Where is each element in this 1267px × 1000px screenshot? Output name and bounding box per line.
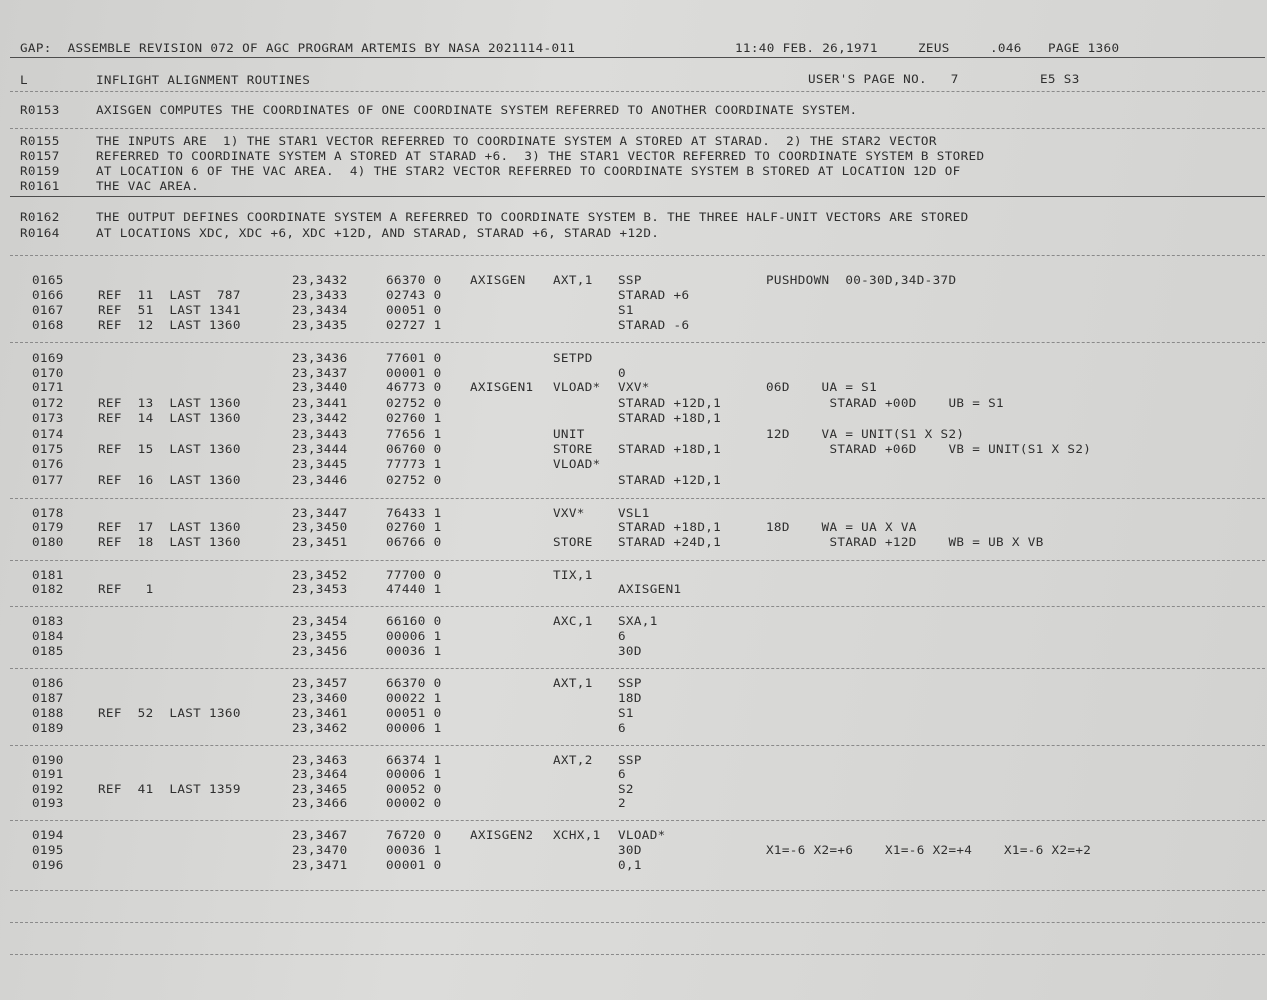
listing-n: 0187 xyxy=(32,691,64,705)
listing-word: 06766 0 xyxy=(386,535,442,549)
listing-operand: SSP xyxy=(618,753,642,767)
divider xyxy=(10,922,1265,923)
listing-op: VXV* xyxy=(553,506,585,520)
comment-id: R0161 xyxy=(20,179,60,193)
listing-operand: 6 xyxy=(618,721,626,735)
listing-operand: STARAD +18D,1 xyxy=(618,411,722,425)
listing-addr: 23,3455 xyxy=(292,629,348,643)
listing-addr: 23,3462 xyxy=(292,721,348,735)
listing-operand: 30D xyxy=(618,644,642,658)
listing-word: 02760 1 xyxy=(386,411,442,425)
listing-n: 0190 xyxy=(32,753,64,767)
listing-word: 00051 0 xyxy=(386,706,442,720)
listing-ref: REF 16 LAST 1360 xyxy=(98,473,241,487)
divider xyxy=(10,954,1265,955)
comment-text: THE OUTPUT DEFINES COORDINATE SYSTEM A REFERRED TO COORDINATE SYSTEM B. THE THREE HALF-UNIT VECTORS ARE STORED xyxy=(96,210,969,224)
listing-ref: REF 13 LAST 1360 xyxy=(98,396,241,410)
listing-op: STORE xyxy=(553,442,593,456)
listing-n: 0180 xyxy=(32,535,64,549)
listing-addr: 23,3463 xyxy=(292,753,348,767)
listing-word: 00006 1 xyxy=(386,629,442,643)
listing-op: SETPD xyxy=(553,351,593,365)
listing-word: 00036 1 xyxy=(386,644,442,658)
listing-operand: 0,1 xyxy=(618,858,642,872)
listing-ref: REF 11 LAST 787 xyxy=(98,288,241,302)
listing-n: 0165 xyxy=(32,273,64,287)
listing-addr: 23,3471 xyxy=(292,858,348,872)
listing-operand: STARAD -6 xyxy=(618,318,690,332)
listing-op: STORE xyxy=(553,535,593,549)
listing-operand: STARAD +24D,1 xyxy=(618,535,722,549)
listing-n: 0177 xyxy=(32,473,64,487)
listing-word: 00006 1 xyxy=(386,721,442,735)
system-name: ZEUS xyxy=(918,41,950,55)
listing-word: 77601 0 xyxy=(386,351,442,365)
listing-op: VLOAD* xyxy=(553,457,601,471)
listing-comment: 06D UA = S1 xyxy=(766,380,878,394)
listing-n: 0188 xyxy=(32,706,64,720)
divider xyxy=(10,668,1265,669)
listing-ref: REF 14 LAST 1360 xyxy=(98,411,241,425)
listing-op: TIX,1 xyxy=(553,568,593,582)
listing-word: 00002 0 xyxy=(386,796,442,810)
listing-n: 0170 xyxy=(32,366,64,380)
users-page-number: USER'S PAGE NO. 7 xyxy=(808,72,959,86)
listing-word: 76433 1 xyxy=(386,506,442,520)
listing-comment: 18D WA = UA X VA xyxy=(766,520,917,534)
comment-id: R0153 xyxy=(20,103,60,117)
listing-n: 0194 xyxy=(32,828,64,842)
listing-word: 02727 1 xyxy=(386,318,442,332)
comment-id: R0162 xyxy=(20,210,60,224)
divider xyxy=(10,498,1265,499)
divider xyxy=(10,560,1265,561)
divider xyxy=(10,890,1265,891)
listing-n: 0175 xyxy=(32,442,64,456)
comment-text: AXISGEN COMPUTES THE COORDINATES OF ONE COORDINATE SYSTEM REFERRED TO ANOTHER COORDINATE SYSTEM. xyxy=(96,103,858,117)
listing-addr: 23,3442 xyxy=(292,411,348,425)
listing-operand: VSL1 xyxy=(618,506,650,520)
listing-comment: PUSHDOWN 00-30D,34D-37D xyxy=(766,273,957,287)
comment-text: REFERRED TO COORDINATE SYSTEM A STORED AT STARAD +6. 3) THE STAR1 VECTOR REFERRED TO COORDINATE SYSTEM B STORED xyxy=(96,149,985,163)
comment-text: THE VAC AREA. xyxy=(96,179,200,193)
listing-n: 0181 xyxy=(32,568,64,582)
listing-addr: 23,3454 xyxy=(292,614,348,628)
listing-ref: REF 15 LAST 1360 xyxy=(98,442,241,456)
listing-operand: 30D xyxy=(618,843,642,857)
listing-op: AXC,1 xyxy=(553,614,593,628)
divider xyxy=(10,820,1265,821)
listing-word: 02752 0 xyxy=(386,396,442,410)
listing-n: 0179 xyxy=(32,520,64,534)
listing-op: VLOAD* xyxy=(553,380,601,394)
listing-operand: STARAD +18D,1 xyxy=(618,520,722,534)
listing-addr: 23,3464 xyxy=(292,767,348,781)
page-number: PAGE 1360 xyxy=(1048,41,1120,55)
listing-word: 00022 1 xyxy=(386,691,442,705)
listing-addr: 23,3457 xyxy=(292,676,348,690)
listing-ref: REF 1 xyxy=(98,582,154,596)
listing-addr: 23,3456 xyxy=(292,644,348,658)
divider xyxy=(10,128,1265,129)
listing-word: 46773 0 xyxy=(386,380,442,394)
listing-n: 0174 xyxy=(32,427,64,441)
listing-word: 02760 1 xyxy=(386,520,442,534)
divider xyxy=(10,196,1265,197)
listing-label: AXISGEN1 xyxy=(470,380,534,394)
listing-label: AXISGEN xyxy=(470,273,526,287)
listing-operand: STARAD +12D,1 xyxy=(618,473,722,487)
listing-addr: 23,3460 xyxy=(292,691,348,705)
listing-operand: S1 xyxy=(618,303,634,317)
listing-n: 0189 xyxy=(32,721,64,735)
comment-id: R0164 xyxy=(20,226,60,240)
section-title: INFLIGHT ALIGNMENT ROUTINES xyxy=(96,73,311,87)
listing-addr: 23,3445 xyxy=(292,457,348,471)
listing-word: 00001 0 xyxy=(386,366,442,380)
listing-word: 77656 1 xyxy=(386,427,442,441)
listing-comment: STARAD +06D VB = UNIT(S1 X S2) xyxy=(766,442,1092,456)
listing-addr: 23,3451 xyxy=(292,535,348,549)
listing-word: 00001 0 xyxy=(386,858,442,872)
listing-n: 0182 xyxy=(32,582,64,596)
listing-n: 0192 xyxy=(32,782,64,796)
listing-label: AXISGEN2 xyxy=(470,828,534,842)
listing-word: 77773 1 xyxy=(386,457,442,471)
log-letter: L xyxy=(20,73,28,87)
listing-word: 06760 0 xyxy=(386,442,442,456)
listing-addr: 23,3446 xyxy=(292,473,348,487)
divider xyxy=(10,255,1265,256)
listing-operand: STARAD +6 xyxy=(618,288,690,302)
comment-id: R0155 xyxy=(20,134,60,148)
listing-n: 0176 xyxy=(32,457,64,471)
divider xyxy=(10,91,1265,92)
listing-addr: 23,3441 xyxy=(292,396,348,410)
listing-n: 0184 xyxy=(32,629,64,643)
listing-addr: 23,3467 xyxy=(292,828,348,842)
listing-operand: 18D xyxy=(618,691,642,705)
listing-addr: 23,3434 xyxy=(292,303,348,317)
listing-n: 0173 xyxy=(32,411,64,425)
listing-ref: REF 52 LAST 1360 xyxy=(98,706,241,720)
listing-operand: STARAD +12D,1 xyxy=(618,396,722,410)
listing-operand: SXA,1 xyxy=(618,614,658,628)
listing-word: 66370 0 xyxy=(386,273,442,287)
listing-ref: REF 41 LAST 1359 xyxy=(98,782,241,796)
listing-word: 66370 0 xyxy=(386,676,442,690)
listing-addr: 23,3452 xyxy=(292,568,348,582)
listing-addr: 23,3450 xyxy=(292,520,348,534)
listing-word: 02752 0 xyxy=(386,473,442,487)
listing-op: XCHX,1 xyxy=(553,828,601,842)
listing-op: UNIT xyxy=(553,427,585,441)
listing-word: 47440 1 xyxy=(386,582,442,596)
listing-word: 66160 0 xyxy=(386,614,442,628)
listing-comment: STARAD +00D UB = S1 xyxy=(766,396,1004,410)
listing-addr: 23,3466 xyxy=(292,796,348,810)
listing-operand: VLOAD* xyxy=(618,828,666,842)
listing-operand: 0 xyxy=(618,366,626,380)
listing-addr: 23,3443 xyxy=(292,427,348,441)
listing-comment: X1=-6 X2=+6 X1=-6 X2=+4 X1=-6 X2=+2 xyxy=(766,843,1092,857)
listing-addr: 23,3470 xyxy=(292,843,348,857)
listing-operand: 6 xyxy=(618,629,626,643)
comment-id: R0157 xyxy=(20,149,60,163)
listing-word: 00051 0 xyxy=(386,303,442,317)
listing-ref: REF 18 LAST 1360 xyxy=(98,535,241,549)
comment-text: THE INPUTS ARE 1) THE STAR1 VECTOR REFERRED TO COORDINATE SYSTEM A STORED AT STARAD. 2) THE STAR2 VECTOR xyxy=(96,134,937,148)
listing-addr: 23,3465 xyxy=(292,782,348,796)
listing-n: 0183 xyxy=(32,614,64,628)
listing-operand: VXV* xyxy=(618,380,650,394)
listing-addr: 23,3436 xyxy=(292,351,348,365)
comment-text: AT LOCATIONS XDC, XDC +6, XDC +12D, AND STARAD, STARAD +6, STARAD +12D. xyxy=(96,226,660,240)
listing-n: 0196 xyxy=(32,858,64,872)
listing-n: 0193 xyxy=(32,796,64,810)
listing-operand: S2 xyxy=(618,782,634,796)
listing-operand: SSP xyxy=(618,676,642,690)
divider xyxy=(10,342,1265,343)
assembly-header: GAP: ASSEMBLE REVISION 072 OF AGC PROGRAM ARTEMIS BY NASA 2021114-011 xyxy=(20,41,576,55)
listing-n: 0172 xyxy=(32,396,64,410)
listing-n: 0185 xyxy=(32,644,64,658)
listing-ref: REF 17 LAST 1360 xyxy=(98,520,241,534)
listing-operand: STARAD +18D,1 xyxy=(618,442,722,456)
listing-op: AXT,1 xyxy=(553,273,593,287)
listing-word: 00052 0 xyxy=(386,782,442,796)
comment-text: AT LOCATION 6 OF THE VAC AREA. 4) THE STAR2 VECTOR REFERRED TO COORDINATE SYSTEM B STORED AT LOCATION 12D OF xyxy=(96,164,961,178)
listing-ref: REF 12 LAST 1360 xyxy=(98,318,241,332)
comment-id: R0159 xyxy=(20,164,60,178)
listing-word: 00006 1 xyxy=(386,767,442,781)
listing-word: 66374 1 xyxy=(386,753,442,767)
listing-addr: 23,3435 xyxy=(292,318,348,332)
listing-addr: 23,3453 xyxy=(292,582,348,596)
listing-comment: 12D VA = UNIT(S1 X S2) xyxy=(766,427,965,441)
listing-operand: AXISGEN1 xyxy=(618,582,682,596)
listing-operand: 2 xyxy=(618,796,626,810)
listing-addr: 23,3440 xyxy=(292,380,348,394)
sheet-code: E5 S3 xyxy=(1040,72,1080,86)
listing-addr: 23,3433 xyxy=(292,288,348,302)
listing-n: 0166 xyxy=(32,288,64,302)
print-code: .046 xyxy=(990,41,1022,55)
listing-comment: STARAD +12D WB = UB X VB xyxy=(766,535,1044,549)
listing-word: 02743 0 xyxy=(386,288,442,302)
divider xyxy=(10,606,1265,607)
header-rule xyxy=(10,57,1265,58)
listing-addr: 23,3461 xyxy=(292,706,348,720)
listing-word: 76720 0 xyxy=(386,828,442,842)
listing-op: AXT,2 xyxy=(553,753,593,767)
listing-operand: S1 xyxy=(618,706,634,720)
divider xyxy=(10,745,1265,746)
listing-n: 0186 xyxy=(32,676,64,690)
listing-addr: 23,3447 xyxy=(292,506,348,520)
listing-ref: REF 51 LAST 1341 xyxy=(98,303,241,317)
listing-addr: 23,3432 xyxy=(292,273,348,287)
listing-addr: 23,3444 xyxy=(292,442,348,456)
listing-word: 00036 1 xyxy=(386,843,442,857)
listing-operand: 6 xyxy=(618,767,626,781)
listing-operand: SSP xyxy=(618,273,642,287)
listing-n: 0167 xyxy=(32,303,64,317)
print-timestamp: 11:40 FEB. 26,1971 xyxy=(735,41,878,55)
listing-n: 0191 xyxy=(32,767,64,781)
listing-n: 0169 xyxy=(32,351,64,365)
listing-n: 0178 xyxy=(32,506,64,520)
listing-word: 77700 0 xyxy=(386,568,442,582)
listing-n: 0195 xyxy=(32,843,64,857)
listing-addr: 23,3437 xyxy=(292,366,348,380)
listing-n: 0171 xyxy=(32,380,64,394)
listing-op: AXT,1 xyxy=(553,676,593,690)
listing-n: 0168 xyxy=(32,318,64,332)
